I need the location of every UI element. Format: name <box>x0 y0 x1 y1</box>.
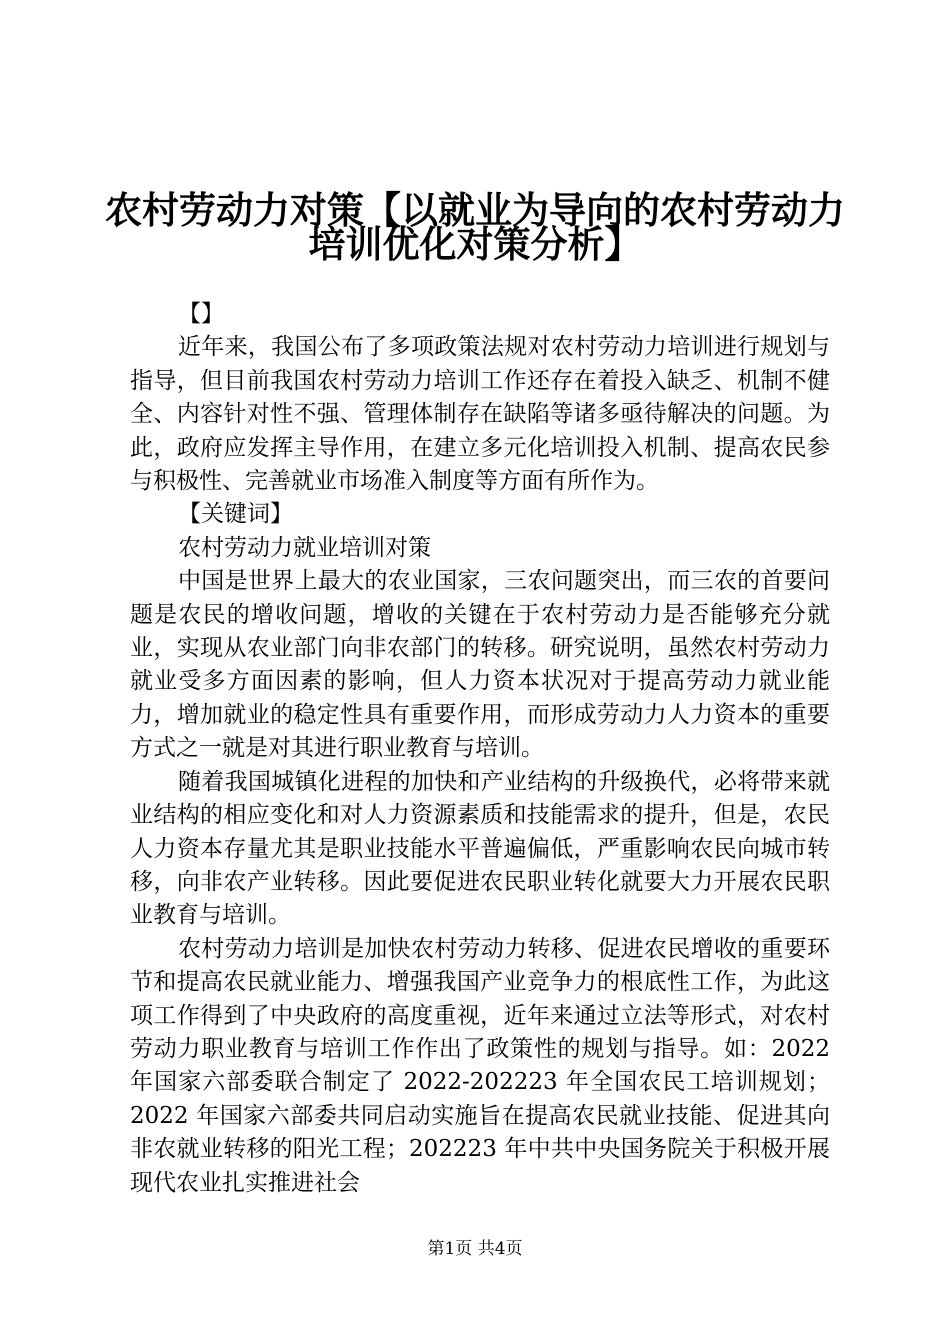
keywords-label: 【关键词】 <box>178 501 293 528</box>
keywords-text: 农村劳动力就业培训对策 <box>178 534 431 561</box>
document-title-line-2: 培训优化对策分析】 <box>308 223 642 266</box>
page-footer: 第1页 共4页 <box>427 1239 523 1259</box>
body-paragraph: 随着我国城镇化进程的加快和产业结构的升级换代，必将带来就业结构的相应变化和对人力资源素质和技能需求的提升，但是，农民人力资本存量尤其是职业技能水平普遍偏低，严重影响农民向城市转移，向非农产业转移。因此要促进农民职业转化就要大力开展农民职业教育与培训。 <box>130 768 830 929</box>
body-paragraph: 农村劳动力培训是加快农村劳动力转移、促进农民增收的重要环节和提高农民就业能力、增强我国产业竞争力的根底性工作，为此这项工作得到了中央政府的高度重视，近年来通过立法等形式，对农村劳动力职业教育与培训工作作出了政策性的规划与指导。如：2022 年国家六部委联合制定了 2022-202223 年全国农民工培训规划；2022 年国家六部委共同启动实施旨在提高农民就业技能、促进其向非农就业转移的阳光工程；202223 年中共中央国务院关于积极开展现代农业扎实推进社会 <box>130 935 830 1196</box>
abstract-paragraph: 近年来，我国公布了多项政策法规对农村劳动力培训进行规划与指导，但目前我国农村劳动力培训工作还存在着投入缺乏、机制不健全、内容针对性不强、管理体制存在缺陷等诸多亟待解决的问题。为此，政府应发挥主导作用，在建立多元化培训投入机制、提高农民参与积极性、完善就业市场准入制度等方面有所作为。 <box>130 334 830 495</box>
abstract-label: 【】 <box>178 301 224 327</box>
document-title-line-1: 农村劳动力对策【以就业为导向的农村劳动力 <box>105 189 845 232</box>
body-paragraph: 中国是世界上最大的农业国家，三农问题突出，而三农的首要问题是农民的增收问题，增收的关键在于农村劳动力是否能够充分就业，实现从农业部门向非农部门的转移。研究说明，虽然农村劳动力就业受多方面因素的影响，但人力资本状况对于提高劳动力就业能力，增加就业的稳定性具有重要作用，而形成劳动力人力资本的重要方式之一就是对其进行职业教育与培训。 <box>130 568 830 762</box>
document-body <box>130 298 830 1200</box>
